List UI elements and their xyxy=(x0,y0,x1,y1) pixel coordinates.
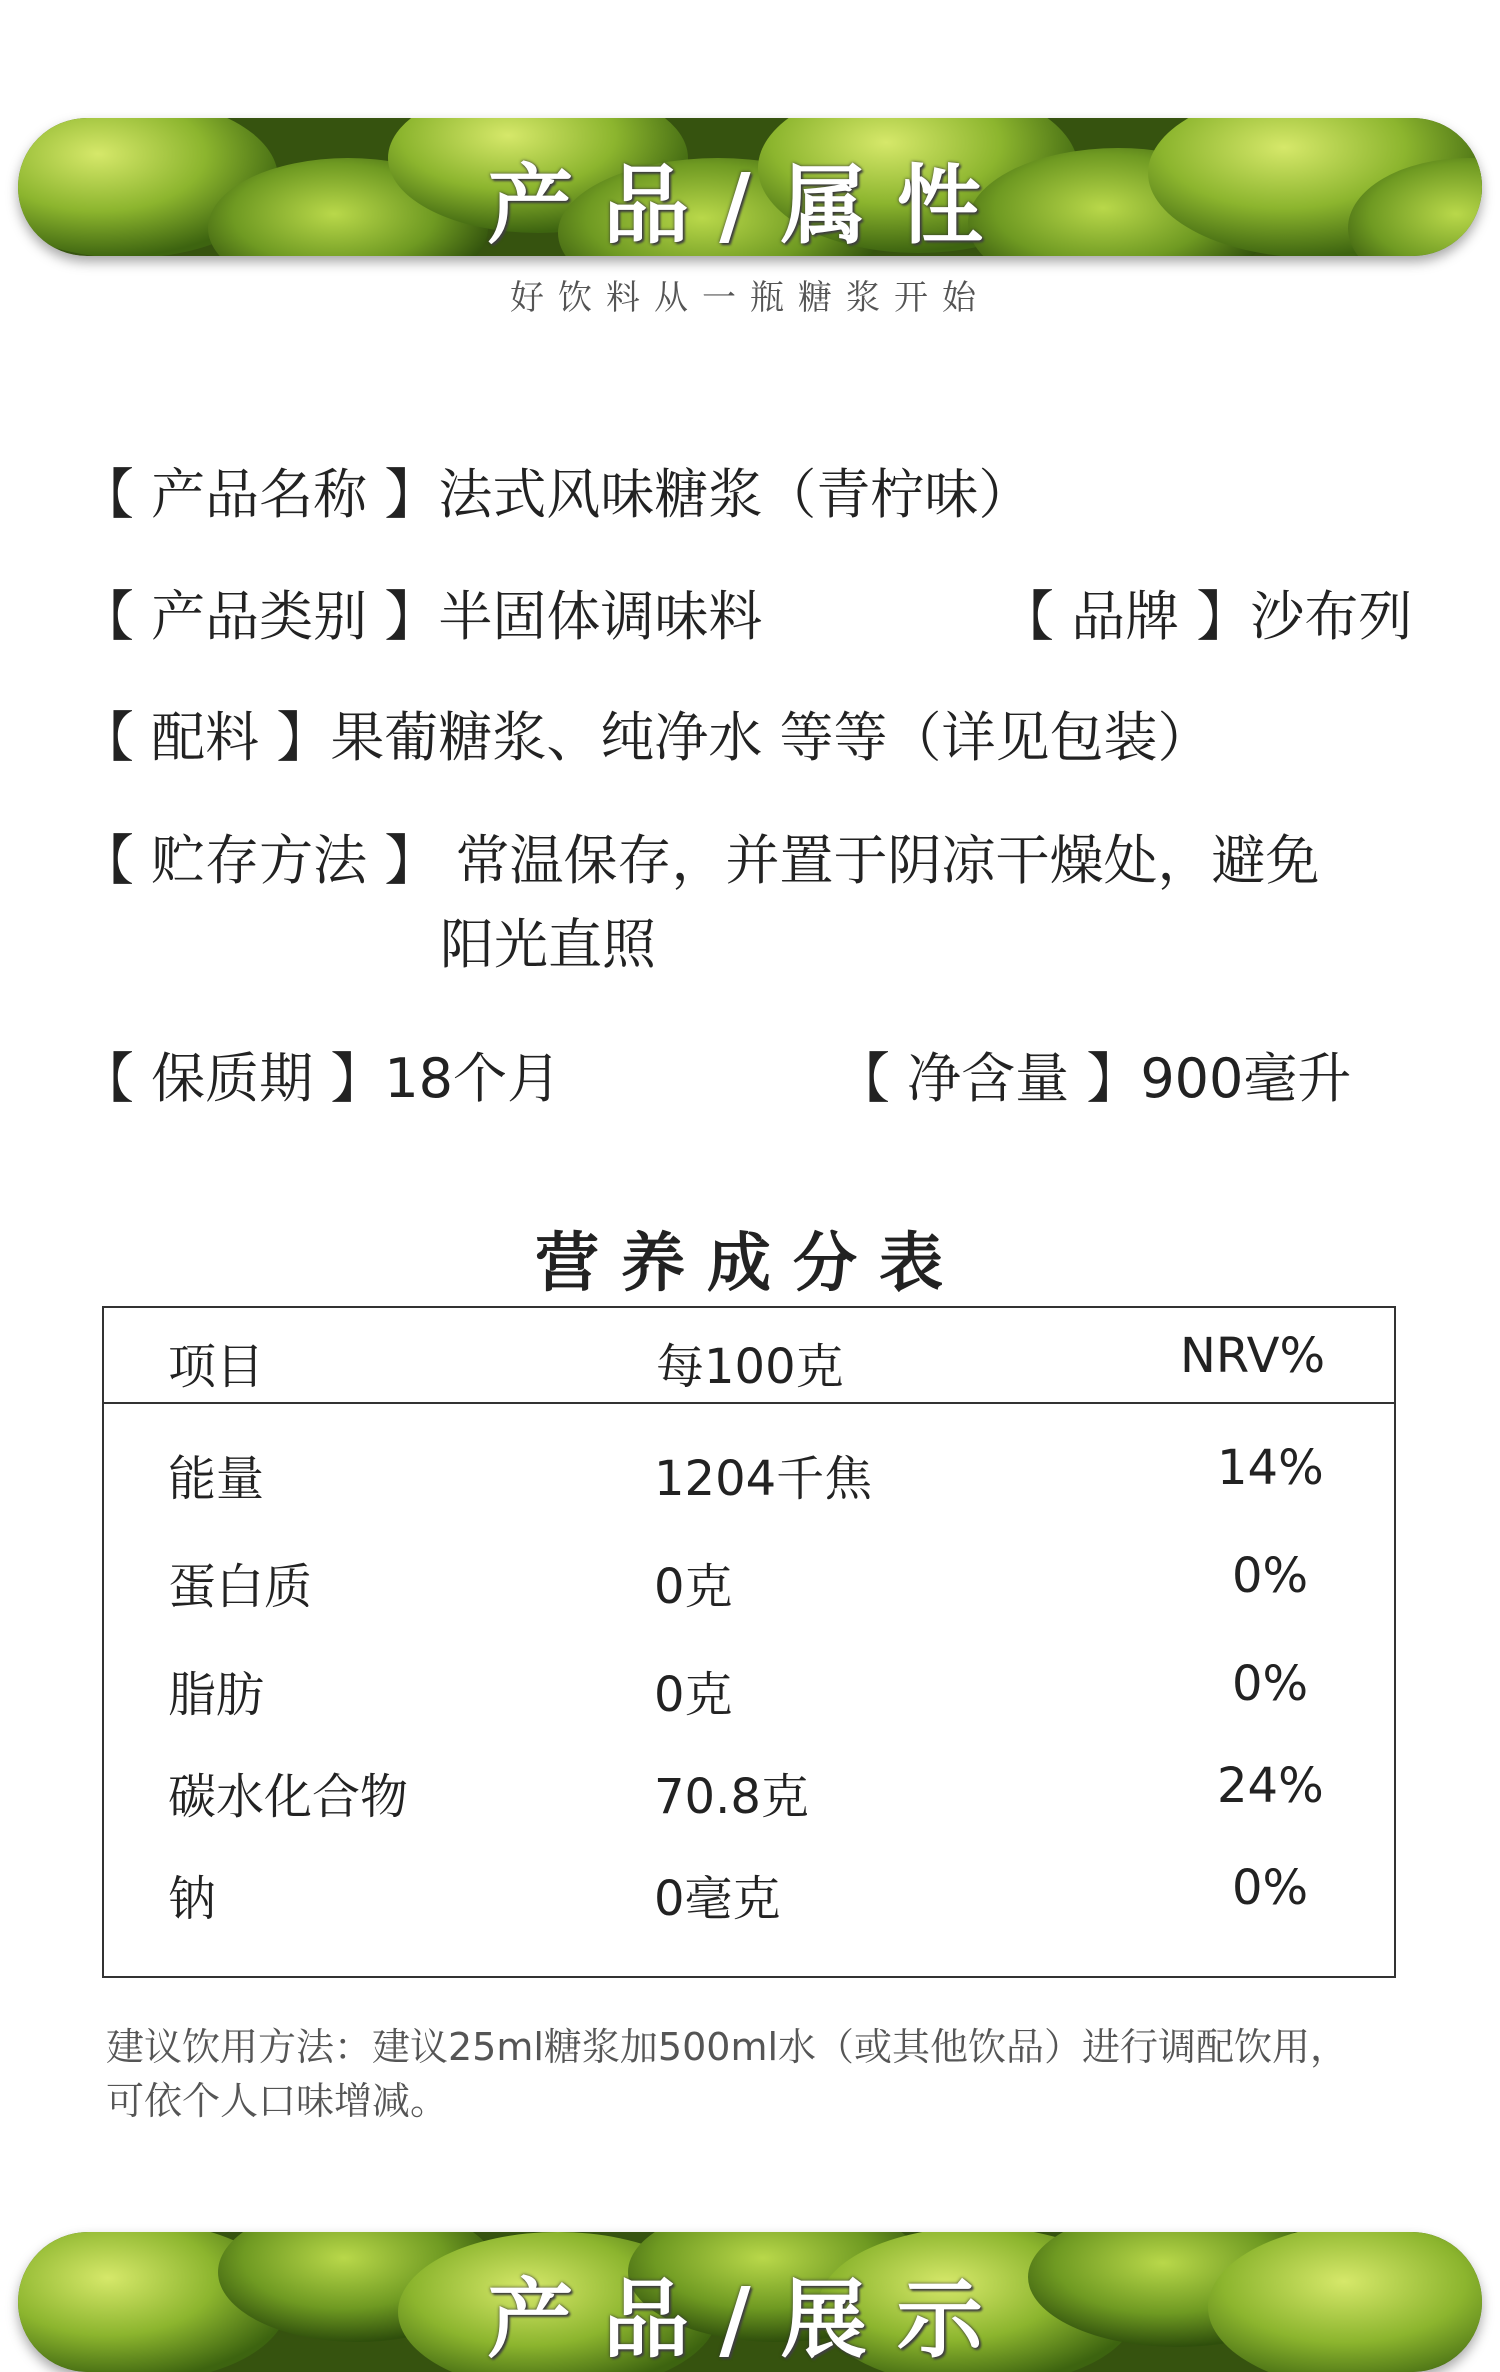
ingredients: 【 配料 】果葡糖浆、纯净水 等等（详见包装） xyxy=(80,706,1212,769)
net-content: 【 净含量 】900毫升 xyxy=(836,1047,1352,1110)
row-energy-label: 能量 xyxy=(168,1451,265,1507)
banner-title: 产品/展示 xyxy=(487,2269,1013,2370)
storage-method: 【 贮存方法 】 常温保存，并置于阴凉干燥处，避免 xyxy=(80,829,1320,892)
usage-note-line2: 可依个人口味增减。 xyxy=(106,2079,449,2123)
header-item: 项目 xyxy=(168,1339,265,1395)
row-carbohydrate-value: 70.8克 xyxy=(654,1769,809,1825)
bottom-banner xyxy=(18,2232,1482,2372)
nutrition-table-header xyxy=(104,1308,1394,1404)
row-fat-value: 0克 xyxy=(654,1667,733,1723)
row-energy-nrv: 14% xyxy=(1217,1440,1324,1496)
brand: 【 品牌 】沙布列 xyxy=(1000,585,1413,648)
row-carbohydrate-label: 碳水化合物 xyxy=(168,1769,409,1825)
usage-note-line1: 建议饮用方法：建议25ml糖浆加500ml水（或其他饮品）进行调配饮用， xyxy=(106,2025,1349,2069)
shelf-life: 【 保质期 】18个月 xyxy=(80,1047,562,1110)
usage-note xyxy=(106,2020,1406,2128)
row-sodium-label: 钠 xyxy=(168,1871,217,1927)
storage-method-continued: 阳光直照 xyxy=(440,913,656,976)
product-category: 【 产品类别 】半固体调味料 xyxy=(80,585,763,648)
row-protein-value: 0克 xyxy=(654,1559,733,1615)
row-sodium-nrv: 0% xyxy=(1232,1860,1309,1916)
header-nrv: NRV% xyxy=(1180,1328,1326,1384)
row-protein-nrv: 0% xyxy=(1232,1548,1309,1604)
tagline: 好饮料从一瓶糖浆开始 xyxy=(510,278,990,318)
row-fat-nrv: 0% xyxy=(1232,1656,1309,1712)
top-banner xyxy=(18,118,1482,256)
nutrition-table xyxy=(102,1306,1396,1978)
nutrition-table-title: 营养成分表 xyxy=(535,1227,965,1301)
header-per-100g: 每100克 xyxy=(656,1339,844,1395)
row-energy-value: 1204千焦 xyxy=(654,1451,873,1507)
row-carbohydrate-nrv: 24% xyxy=(1217,1758,1324,1814)
banner-title: 产品/属性 xyxy=(487,155,1013,256)
row-sodium-value: 0毫克 xyxy=(654,1871,781,1927)
row-fat-label: 脂肪 xyxy=(168,1667,265,1723)
row-protein-label: 蛋白质 xyxy=(168,1559,313,1615)
product-name: 【 产品名称 】法式风味糖浆（青柠味） xyxy=(80,463,1033,526)
